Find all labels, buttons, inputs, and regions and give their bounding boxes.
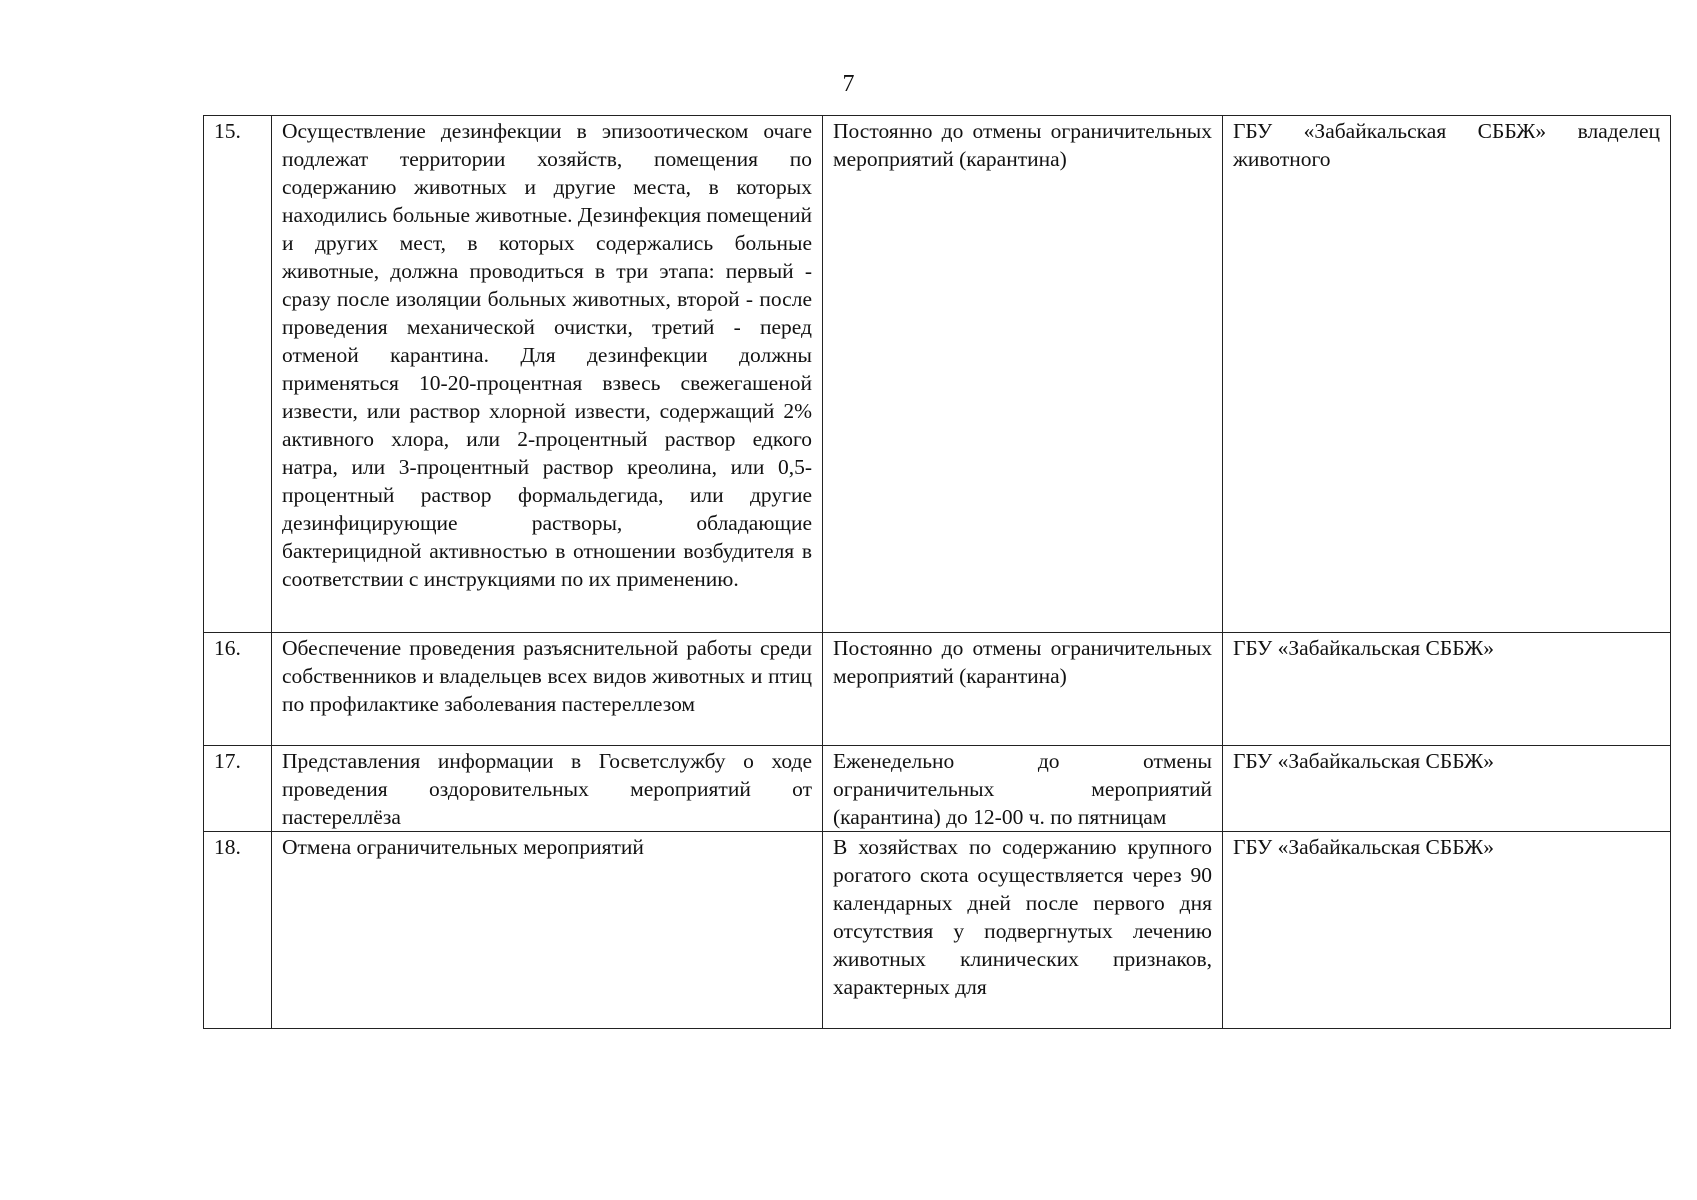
measures-table: [203, 115, 1671, 1029]
page-number: 7: [842, 71, 855, 97]
measure-description: Обеспечение проведения разъяснительной работы среди собственников и владельцев всех видов животных и птиц по профилактике заболевания пастереллезом: [272, 633, 823, 746]
table-row: [204, 746, 1671, 832]
measure-description: Представления информации в Госветслужбу о ходе проведения оздоровительных мероприятий от пастереллёза: [272, 746, 823, 832]
table-row: [204, 832, 1671, 1029]
measure-responsible: ГБУ «Забайкальская СББЖ»: [1223, 832, 1671, 1029]
measure-deadline: В хозяйствах по содержанию крупного рогатого скота осуществляется через 90 календарных дней после первого дня отсутствия у подвергнутых лечению животных клинических признаков, характерных для: [823, 832, 1223, 1029]
row-number: 15.: [204, 116, 272, 633]
measure-responsible: ГБУ «Забайкальская СББЖ»: [1223, 633, 1671, 746]
measure-deadline: Постоянно до отмены ограничительных мероприятий (карантина): [823, 633, 1223, 746]
measure-description: Осуществление дезинфекции в эпизоотическом очаге подлежат территории хозяйств, помещения по содержанию животных и другие места, в которых находились больные животные. Дезинфекция помещений и других мест, в которых содержались больные животные, должна проводиться в три этапа: первый - сразу после изоляции больных животных, второй - после проведения механической очистки, третий - перед отменой карантина. Для дезинфекции должны применяться 10-20-процентная взвесь свежегашеной извести, или раствор хлорной извести, содержащий 2% активного хлора, или 2-процентный раствор едкого натра, или 3-процентный раствор креолина, или 0,5-процентный раствор формальдегида, или другие дезинфицирующие растворы, обладающие бактерицидной активностью в отношении возбудителя в соответствии с инструкциями по их применению.: [272, 116, 823, 633]
row-number: 17.: [204, 746, 272, 832]
row-number: 16.: [204, 633, 272, 746]
table-row: [204, 116, 1671, 633]
row-number: 18.: [204, 832, 272, 1029]
measure-deadline: Постоянно до отмены ограничительных мероприятий (карантина): [823, 116, 1223, 633]
measure-responsible: ГБУ «Забайкальская СББЖ» владелец животного: [1223, 116, 1671, 633]
measure-responsible: ГБУ «Забайкальская СББЖ»: [1223, 746, 1671, 832]
measure-deadline: Еженедельно до отмены ограничительных мероприятий (карантина) до 12-00 ч. по пятницам: [823, 746, 1223, 832]
measure-description: Отмена ограничительных мероприятий: [272, 832, 823, 1029]
table-row: [204, 633, 1671, 746]
